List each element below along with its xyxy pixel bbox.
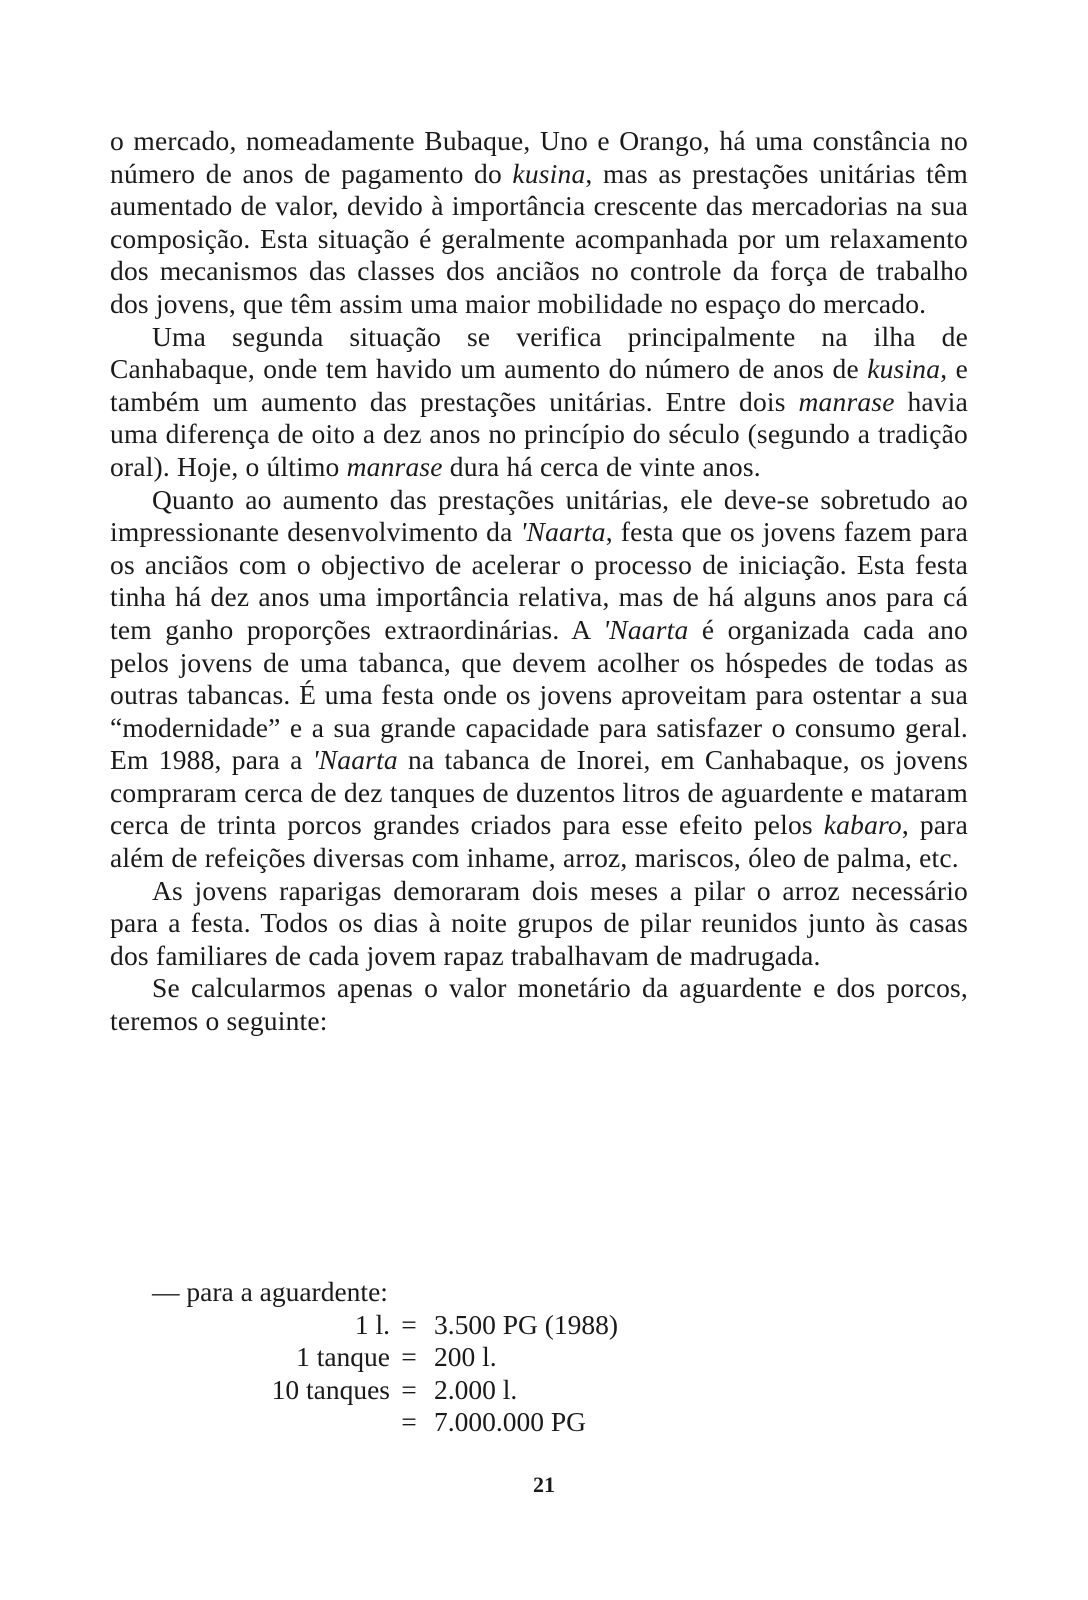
italic-term: manrase: [346, 450, 443, 482]
calculation-row: [152, 1341, 618, 1374]
calc-equals: =: [401, 1341, 417, 1373]
text-run: Uma segunda situação se verifica principalmente na ilha de Canhabaque, onde tem havido um aumento do número de anos de: [110, 320, 968, 385]
calc-equals: =: [401, 1308, 417, 1340]
aguardente-calculation: [152, 1276, 618, 1439]
calculation-row: [152, 1406, 618, 1439]
paragraph: [110, 125, 968, 321]
text-run: , e também um aumento das prestações unitárias. Entre dois: [110, 353, 968, 417]
text-run: , festa que os jovens fazem para os anciãos com o objectivo de acelerar o processo de iniciação. Esta festa tinha há dez anos uma importância relativa, mas de há alguns anos para cá tem ganho proporções extraordinárias. A: [110, 516, 968, 645]
italic-term: 'Naarta: [603, 613, 689, 645]
calc-value: 7.000.000 PG: [434, 1406, 587, 1438]
paragraph: [110, 321, 968, 484]
calc-value: 200 l.: [434, 1341, 497, 1373]
text-run: é organizada cada ano pelos jovens de uma tabanca, que devem acolher os hóspedes de todas as outras tabancas. É uma festa onde os jovens aproveitam para ostentar a sua “modernidade” e a sua grande capacidade para satisfazer o consumo geral. Em 1988, para a: [110, 613, 968, 776]
italic-term: 'Naarta: [520, 516, 606, 548]
text-run: o mercado, nomeadamente Bubaque, Uno e Orango, há uma constância no número de anos de pagamento do: [110, 125, 968, 189]
italic-term: kusina: [867, 353, 941, 385]
paragraph: [110, 972, 968, 1037]
calc-quantity: 10 tanques: [271, 1373, 390, 1405]
calc-value: 2.000 l.: [434, 1373, 518, 1405]
italic-term: manrase: [798, 385, 895, 417]
calc-quantity: [152, 1406, 390, 1439]
calculation-heading: — para a aguardente:: [152, 1276, 388, 1307]
text-run: na tabanca de Inorei, em Canhabaque, os jovens compraram cerca de dez tanques de duzentos litros de aguardente e mataram cerca de trinta porcos grandes criados para esse efeito pelos: [110, 744, 968, 841]
text-run: , para além de refeições diversas com inhame, arroz, mariscos, óleo de palma, etc.: [110, 809, 968, 874]
calc-value: 3.500 PG (1988): [434, 1308, 619, 1340]
italic-term: kabaro: [823, 809, 902, 841]
page-number: 21: [533, 1472, 555, 1497]
calculation-row: [152, 1309, 618, 1342]
italic-term: kusina: [512, 157, 586, 189]
calc-equals: =: [401, 1373, 417, 1405]
text-run: Quanto ao aumento das prestações unitárias, ele deve-se sobretudo ao impressionante desenvolvimento da: [110, 483, 968, 548]
text-run: dura há cerca de vinte anos.: [442, 450, 761, 482]
body-text: [110, 125, 968, 1038]
calc-quantity: 1 tanque: [296, 1341, 390, 1373]
text-run: havia uma diferença de oito a dez anos no princípio do século (segundo a tradição oral). Hoje, o último: [110, 385, 968, 482]
text-run: , mas as prestações unitárias têm aumentado de valor, devido à importância crescente das mercadorias na sua composição. Esta situação é geralmente acompanhada por um relaxamento dos mecanismos das classes dos anciãos no controle da força de trabalho dos jovens, que têm assim uma maior mobilidade no espaço do mercado.: [110, 157, 969, 319]
italic-term: 'Naarta: [312, 744, 398, 776]
paragraph: [110, 875, 968, 973]
calculation-row: [152, 1374, 618, 1407]
text-run: As jovens raparigas demoraram dois meses a pilar o arroz necessário para a festa. Todos os dias à noite grupos de pilar reunidos junto às casas dos familiares de cada jovem rapaz trabalhavam de madrugada.: [110, 874, 968, 971]
text-run: Se calcularmos apenas o valor monetário da aguardente e dos porcos, teremos o seguinte:: [110, 972, 968, 1037]
calc-equals: =: [401, 1406, 417, 1438]
paragraph: [110, 484, 968, 875]
calc-quantity: 1 l.: [354, 1308, 390, 1340]
